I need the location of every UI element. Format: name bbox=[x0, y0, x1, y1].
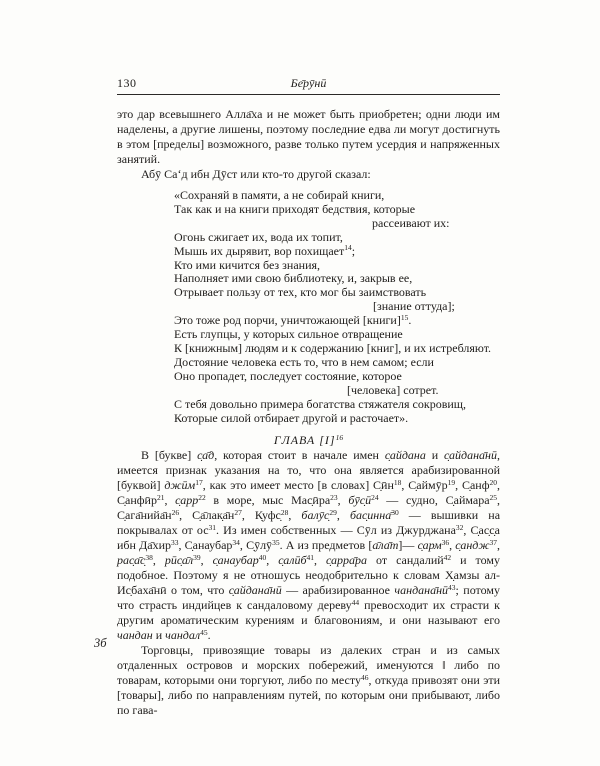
footnote-ref: 37 bbox=[489, 537, 497, 547]
poem-line bbox=[174, 398, 500, 412]
text-run: это дар всевышнего Алла̄ха и не может быть приобретен; одни люди им наделены, а другие лишены, поэтому последние едва ли могут достигнуть в этом [пределы] возможного, разве только путем усердия и напряженных занятий. bbox=[117, 107, 500, 166]
text-run: , bbox=[152, 553, 165, 568]
footnote-ref: 26 bbox=[171, 507, 180, 517]
footnote-ref: 39 bbox=[193, 552, 201, 562]
text-run: с̣алӣб bbox=[278, 553, 307, 568]
folio-margin-note: 3б bbox=[94, 636, 107, 650]
footnote-ref: 43 bbox=[448, 582, 456, 592]
text-run: с̣арм bbox=[417, 538, 442, 553]
text-run: с̣а̄д bbox=[197, 448, 215, 463]
text-run: В [букве] bbox=[141, 448, 198, 463]
footnote-ref: 32 bbox=[455, 522, 464, 532]
text-run: джӣм bbox=[164, 478, 196, 493]
footnote-ref: 29 bbox=[329, 507, 337, 517]
text-run: , bbox=[314, 553, 326, 568]
text-run: Абӯ Са‘д ибн Дӯст или кто-то другой сказал: bbox=[141, 167, 371, 181]
text-run: , как это имеет место [в словах] С̣ӣн bbox=[202, 478, 394, 493]
body-text bbox=[117, 107, 500, 718]
poem-line bbox=[174, 412, 500, 426]
text-run: ; bbox=[351, 243, 356, 258]
footnote-ref: 19 bbox=[447, 477, 456, 487]
poem-line bbox=[174, 342, 500, 356]
footnote-ref: 30 bbox=[391, 507, 399, 517]
footnote-ref: 40 bbox=[258, 552, 267, 562]
text-run: . Из имен собственных — Сӯл из Джурджана bbox=[216, 523, 456, 538]
footnote-ref: 45 bbox=[200, 627, 208, 637]
text-run: , которая стоит в начале имен bbox=[214, 448, 385, 463]
text-run: балӯс̣ bbox=[301, 508, 330, 523]
text-run: с̣арра̄ра bbox=[326, 553, 368, 568]
text-run: Которые силой отбирает другой и расточает». bbox=[174, 410, 409, 425]
footnote-ref: 33 bbox=[171, 537, 179, 547]
footnote-ref: 28 bbox=[280, 507, 289, 517]
footnote-ref: 20 bbox=[489, 477, 497, 487]
text-run: бас̣инна̄ bbox=[349, 508, 392, 523]
poem-line bbox=[174, 189, 500, 203]
footnote-ref: 14 bbox=[344, 243, 352, 253]
text-run: , С̣ага̄нийа̄н bbox=[117, 493, 501, 523]
footnote-ref: 36 bbox=[441, 537, 450, 547]
text-run: Кто ими кичится без знания, bbox=[174, 257, 321, 272]
footnote-ref: 22 bbox=[198, 492, 206, 502]
text-run: а̄ла̄т bbox=[372, 538, 399, 553]
text-run: с̣арр bbox=[175, 493, 199, 508]
text-run: , С̣ӯлӯ bbox=[239, 538, 273, 553]
text-run: чандал bbox=[165, 628, 201, 643]
page-header bbox=[117, 76, 500, 91]
poem-line bbox=[174, 259, 500, 273]
text-run: рассеивают их: bbox=[372, 215, 450, 230]
footnote-ref: 16 bbox=[335, 432, 344, 442]
text-run: «Сохраняй в памяти, а не собирай книги, bbox=[174, 188, 385, 202]
text-run: Достояние человека есть то, что в нем самом; если bbox=[174, 354, 434, 369]
text-run: и тому подобное. Поэтому я не отношусь неодобрительно к словам Х̣амзы ал-Ис̣баха̄нӣ о том, что bbox=[117, 553, 500, 598]
footnote-ref: 44 bbox=[351, 597, 360, 607]
paragraph-continuation bbox=[117, 107, 500, 167]
page-number: 130 bbox=[117, 76, 137, 90]
text-run: с̣айдана̄нӣ bbox=[444, 448, 497, 463]
footnote-ref: 38 bbox=[145, 552, 153, 562]
text-run: и bbox=[152, 628, 166, 643]
text-run: Мышь их дырявит, вор похищает bbox=[174, 243, 345, 258]
text-run: , bbox=[337, 493, 349, 508]
text-run: С тебя довольно примера богатства стяжателя сокровищ, bbox=[174, 396, 467, 411]
footnote-ref: 31 bbox=[208, 522, 217, 532]
text-run: — вышивки на покрывалах от ос bbox=[117, 508, 501, 538]
text-run: ]— bbox=[398, 538, 418, 553]
footnote-ref: 25 bbox=[489, 492, 498, 502]
text-run: . bbox=[408, 313, 412, 328]
footnote-ref: 24 bbox=[371, 492, 379, 502]
footnote-ref: 34 bbox=[232, 537, 240, 547]
footnote-ref: 23 bbox=[330, 492, 338, 502]
text-run: , bbox=[164, 493, 176, 508]
chapter-paragraph-1 bbox=[117, 448, 500, 643]
poem-line bbox=[174, 286, 500, 300]
poem-line bbox=[174, 231, 500, 245]
poem-line bbox=[174, 356, 500, 370]
poem-line bbox=[174, 203, 500, 217]
text-run: , bbox=[336, 508, 350, 523]
text-column bbox=[117, 76, 500, 718]
text-run: Так как и на книги приходят бедствия, которые bbox=[174, 201, 416, 216]
text-run: от сандалий bbox=[367, 553, 444, 568]
text-run: Наполняет ими свою библиотеку, и, закрыв ее, bbox=[174, 271, 413, 286]
poem-line bbox=[373, 300, 500, 314]
text-run: [знание оттуда]; bbox=[373, 299, 455, 314]
verse-quotation bbox=[174, 189, 500, 425]
footnote-ref: 27 bbox=[234, 507, 242, 517]
text-run: , С̣анаубар bbox=[178, 538, 233, 553]
text-run: рас̣а̄с̣ bbox=[117, 553, 146, 568]
text-run: , С̣ас̣с̣а ибн Да̄хир bbox=[117, 523, 500, 553]
text-run: с̣андж bbox=[455, 538, 490, 553]
text-run: Это тоже род порчи, уничтожающей [книги] bbox=[174, 313, 401, 328]
text-run: в море, мыс Мас̣ӣра bbox=[205, 493, 331, 508]
chapter-heading bbox=[117, 433, 500, 448]
poem-line bbox=[174, 272, 500, 286]
text-run: , имеется признак указания на то, что она является арабизированной [буквой] bbox=[117, 448, 500, 493]
text-run: , С̣анф bbox=[455, 478, 490, 493]
running-title: Бе̄рӯнӣ bbox=[290, 76, 327, 90]
text-run: Торговцы, привозящие товары из далеких стран и из самых отдаленных островов и морских побережий, именуются ‖ либо по товарам, которыми они торгуют, либо по месту bbox=[117, 643, 500, 688]
text-run: К [книжным] людям и к содержанию [книг], и их истребляют. bbox=[174, 340, 492, 355]
text-run: Есть глупцы, у которых сильное отвращение bbox=[174, 327, 403, 342]
text-run: превосходит их страсти к другим ароматическим курениям и благовониям, и они называют его bbox=[117, 598, 500, 628]
text-run: , bbox=[497, 538, 500, 553]
text-run: с̣айдана̄нӣ bbox=[228, 583, 282, 598]
footnote-ref: 21 bbox=[156, 492, 165, 502]
text-run: — судно, С̣аймара bbox=[378, 493, 490, 508]
text-run: и bbox=[425, 448, 444, 463]
poem-line bbox=[174, 314, 500, 328]
footnote-ref: 35 bbox=[272, 537, 280, 547]
paragraph-attribution bbox=[117, 167, 500, 182]
text-run: рӣс̣а̄л bbox=[164, 553, 194, 568]
footnote-ref: 41 bbox=[306, 552, 315, 562]
footnote-ref: 18 bbox=[393, 477, 402, 487]
poem-line bbox=[174, 370, 500, 384]
text-run: с̣анаубар bbox=[212, 553, 259, 568]
text-run: , bbox=[200, 553, 213, 568]
text-run: , bbox=[288, 508, 302, 523]
text-run: , bbox=[266, 553, 279, 568]
footnote-ref: 15 bbox=[400, 312, 409, 322]
text-run: , С̣анфӣр bbox=[117, 478, 500, 508]
text-run: — арабизированное bbox=[281, 583, 395, 598]
text-run: , С̣аймӯр bbox=[401, 478, 448, 493]
footnote-ref: 46 bbox=[360, 672, 369, 682]
poem-line bbox=[347, 384, 500, 398]
poem-line bbox=[174, 328, 500, 342]
text-run: , откуда привозят они эти [товары], либо по направлениям путей, по которым они прибывают, либо по гава- bbox=[117, 673, 501, 718]
text-run: . А из предметов [ bbox=[279, 538, 373, 553]
text-run: , С̣а̄лак̣а̄н bbox=[179, 508, 235, 523]
text-run: , bbox=[449, 538, 456, 553]
text-run: бӯс̣ӣ bbox=[348, 493, 372, 508]
text-run: [человека] сотрет. bbox=[347, 382, 439, 397]
text-run: с̣айдана bbox=[384, 448, 426, 463]
text-run: Огонь сжигает их, вода их топит, bbox=[174, 229, 343, 244]
text-run: чандана̄нӣ bbox=[394, 583, 449, 598]
header-rule bbox=[117, 94, 500, 95]
poem-line bbox=[174, 245, 500, 259]
text-run: чандан bbox=[117, 628, 153, 643]
footnote-ref: 17 bbox=[195, 477, 203, 487]
footnote-ref: 42 bbox=[443, 552, 452, 562]
text-run: , К̣уфс̣ bbox=[241, 508, 281, 523]
text-run: . bbox=[207, 628, 211, 643]
chapter-paragraph-2 bbox=[117, 643, 500, 718]
text-run: Оно пропадет, последует состояние, которое bbox=[174, 368, 402, 383]
poem-line bbox=[372, 217, 500, 231]
text-run: ГЛАВА [I] bbox=[273, 433, 336, 448]
text-run: ; потому что страсть индийцев к сандаловому дереву bbox=[117, 583, 500, 613]
text-run: Отрывает пользу от тех, кто мог бы заимствовать bbox=[174, 285, 427, 300]
